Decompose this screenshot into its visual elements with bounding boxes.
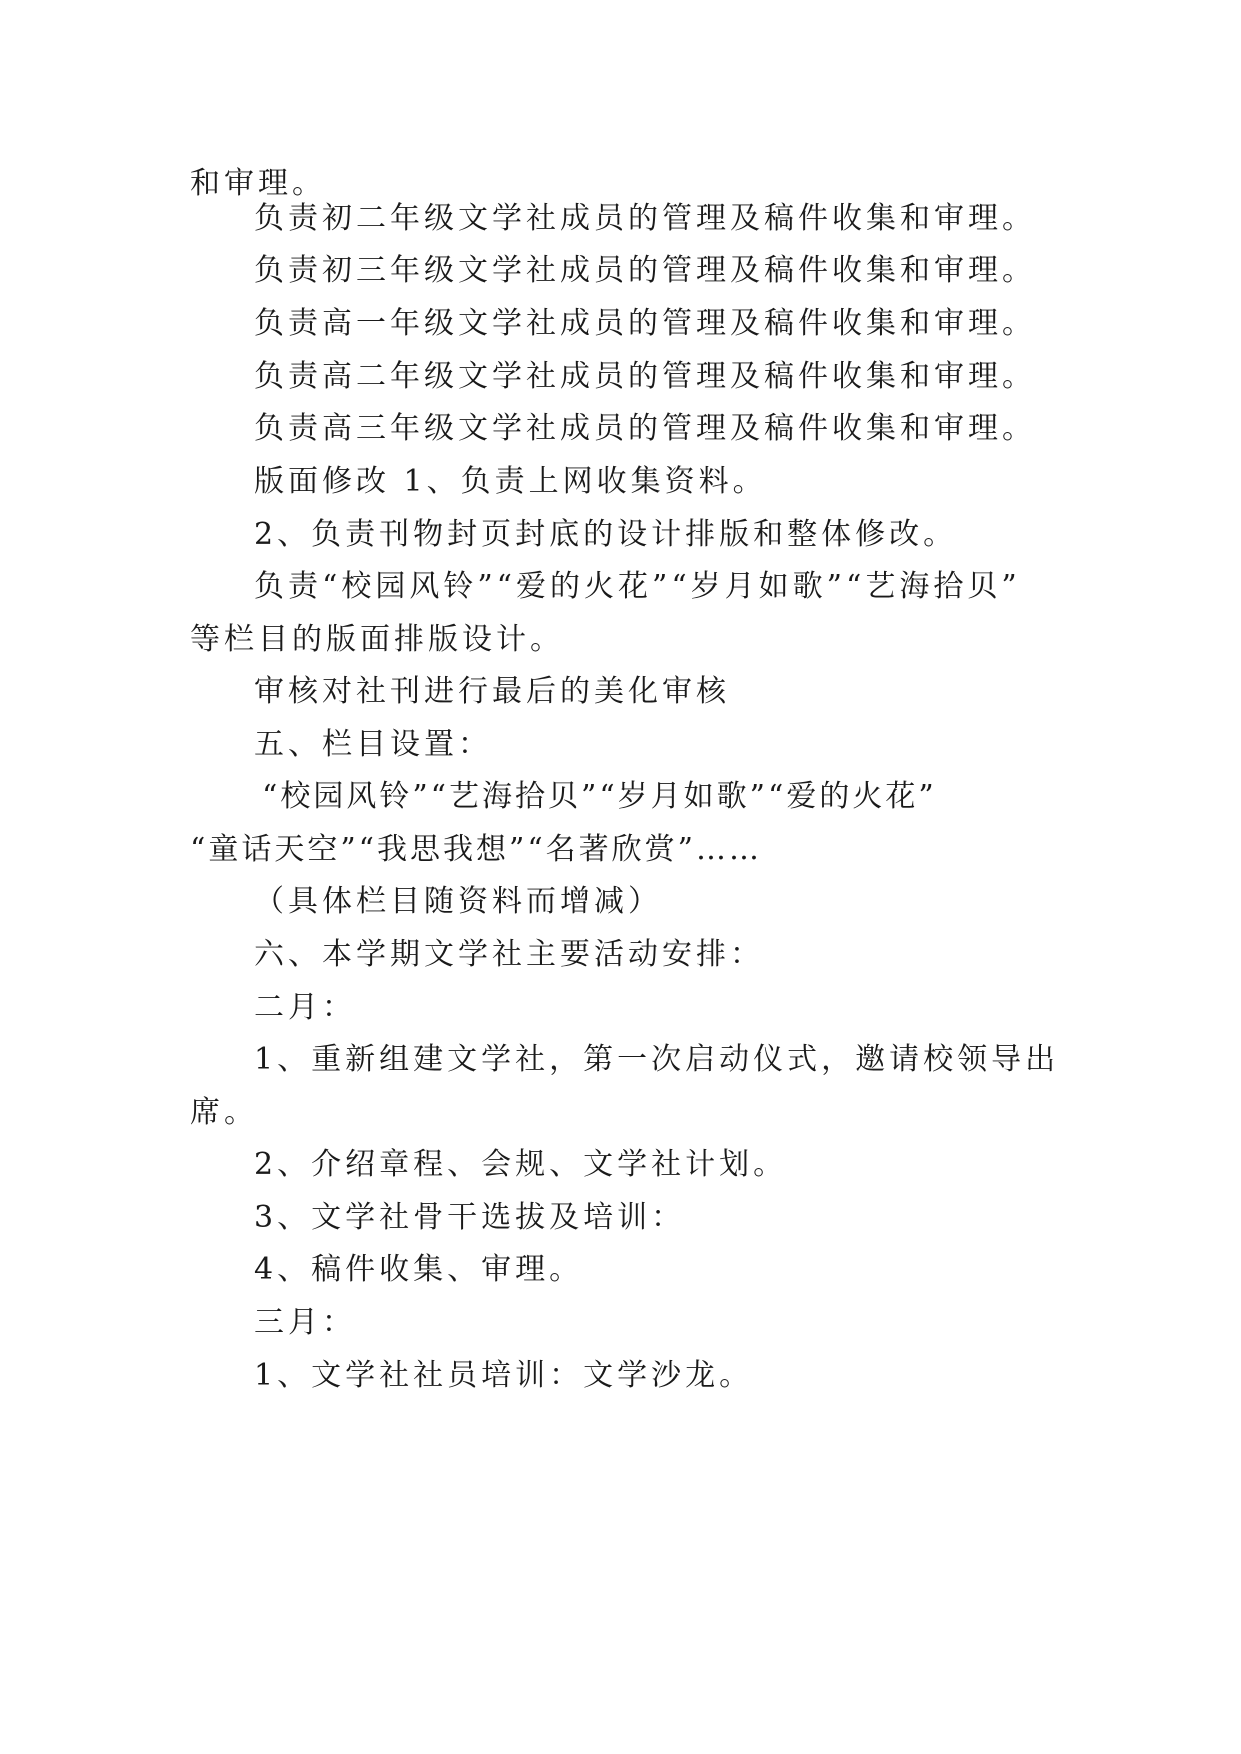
text-line: 3、文学社骨干选拔及培训： <box>254 1200 686 1235</box>
text-line: “童话天空”“我思我想”“名著欣赏”…… <box>190 832 763 867</box>
text-line: 负责高一年级文学社成员的管理及稿件收集和审理。 <box>254 306 1036 341</box>
text-line: 1、文学社社员培训：文学沙龙。 <box>254 1358 754 1393</box>
text-line: 版面修改 1、负责上网收集资料。 <box>254 464 767 499</box>
text-line: 等栏目的版面排版设计。 <box>190 622 564 657</box>
text-line: 2、介绍章程、会规、文学社计划。 <box>254 1147 788 1182</box>
text-line: （具体栏目随资料而增减） <box>254 884 662 919</box>
text-line: 负责初三年级文学社成员的管理及稿件收集和审理。 <box>254 253 1036 288</box>
text-line: “校园风铃”“艺海拾贝”“岁月如歌”“爱的火花” <box>262 779 937 814</box>
text-line: 负责高二年级文学社成员的管理及稿件收集和审理。 <box>254 359 1036 394</box>
text-line: 五、栏目设置： <box>254 727 492 762</box>
text-line: 负责“校园风铃”“爱的火花”“岁月如歌”“艺海拾贝” <box>254 569 1021 604</box>
text-line: 负责初二年级文学社成员的管理及稿件收集和审理。 <box>254 201 1036 236</box>
text-line: 席。 <box>190 1095 258 1130</box>
text-line: 负责高三年级文学社成员的管理及稿件收集和审理。 <box>254 411 1036 446</box>
text-line: 审核对社刊进行最后的美化审核 <box>254 674 730 709</box>
text-line: 六、本学期文学社主要活动安排： <box>254 937 764 972</box>
text-line: 1、重新组建文学社，第一次启动仪式，邀请校领导出 <box>254 1042 1060 1077</box>
text-line: 二月： <box>254 990 356 1025</box>
text-line: 三月： <box>254 1305 356 1340</box>
text-line: 2、负责刊物封页封底的设计排版和整体修改。 <box>254 517 958 552</box>
text-line: 和审理。 <box>190 166 326 201</box>
text-line: 4、稿件收集、审理。 <box>254 1252 584 1287</box>
